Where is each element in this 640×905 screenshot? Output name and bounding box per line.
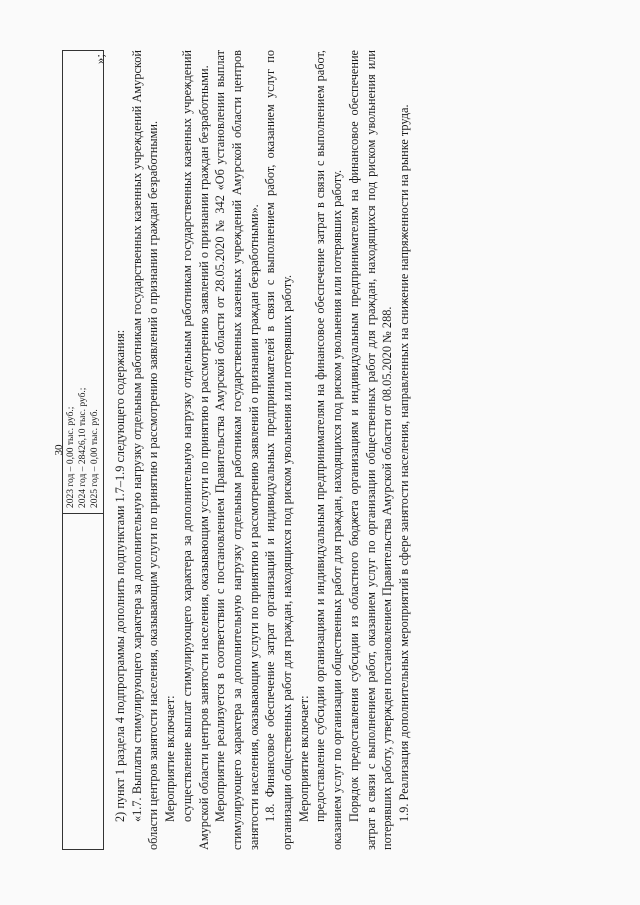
amount-line: 2024 год – 28426,10 тыс. руб.; xyxy=(78,387,88,508)
paragraph: 2) пункт 1 раздела 4 подпрограммы дополнить подпунктами 1.7–1.9 следующего содержания: xyxy=(113,329,127,822)
page-number: 30 xyxy=(53,444,65,456)
paragraph: Мероприятие реализуется в соответствии с постановлением Правительства Амурской области от 28.05.2020 № 342 «Об установлении выплат стимулирующего характера за дополнительную нагрузку отдельным работникам государственных казенных учреждений Амурской области центров занятости населения, оказывающим услуги по принятию и рассмотрению заявлений о признании граждан безработными». xyxy=(213,50,261,850)
rotated-document xyxy=(50,50,580,850)
paragraph: Мероприятие включает: xyxy=(296,695,311,822)
amount-line: 2025 год – 0,00 тыс. руб. xyxy=(90,409,100,508)
financing-table xyxy=(62,50,104,850)
table-cell-empty xyxy=(63,513,103,849)
paragraph: «1.7. Выплаты стимулирующего характера за дополнительную нагрузку отдельным работникам государственных казенных учреждений Амурской области центров занятости населения, оказывающим услуги по принятию и рассмотрению заявлений о признании граждан безработными. xyxy=(129,50,161,850)
quote-close: »; xyxy=(92,54,107,65)
paragraph: Мероприятие включает: xyxy=(163,695,178,822)
table-cell-amounts xyxy=(63,51,103,514)
paragraph: Порядок предоставления субсидии из областного бюджета организациям и индивидуальным предпринимателям на финансовое обеспечение затрат в связи с выполнением работ, оказанием услуг по организации общественных работ для граждан, находящихся под риском увольнения или потерявших работу, утвержден постановлением Правительства Амурской области от 08.05.2020 № 288. xyxy=(346,50,395,850)
paragraph: 1.8. Финансовое обеспечение затрат организаций и индивидуальных предпринимателей в связи с выполнением работ, оказанием услуг по организации общественных работ для граждан, находящихся под риском увольнения или потерявших работу. xyxy=(263,50,295,850)
paragraph: осуществление выплат стимулирующего характера за дополнительную нагрузку отдельным работникам государственных казенных учреждений Амурской области центров занятости населения, оказывающим услуги по принятию и рассмотрению заявлений о признании граждан безработными. xyxy=(179,50,211,850)
amount-line: 2023 год – 0,00 тыс. руб.; xyxy=(66,406,76,508)
paragraph: 1.9. Реализация дополнительных мероприятий в сфере занятости населения, направленных на снижение напряженности на рынке труда. xyxy=(396,104,411,822)
document-body xyxy=(112,50,413,850)
paragraph: предоставление субсидии организациям и индивидуальным предпринимателям на финансовое обеспечение затрат в связи с выполнением работ, оказанием услуг по организации общественных работ для граждан, находящихся под риском увольнения или потерявших работу. xyxy=(313,50,345,850)
